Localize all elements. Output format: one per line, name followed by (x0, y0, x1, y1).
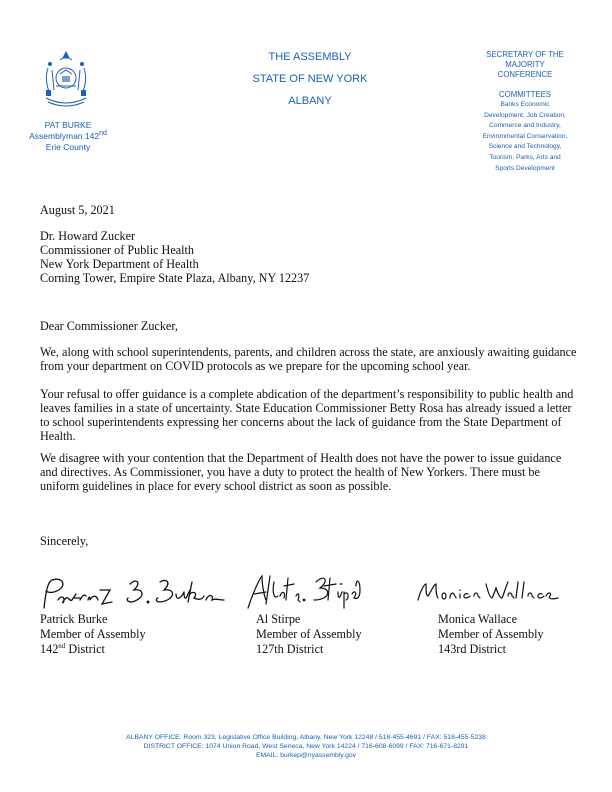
signature-patrick-burke (38, 570, 228, 614)
signer-district: 142nd District (40, 641, 105, 656)
signer-block-wallace (438, 612, 544, 657)
signer-name: Monica Wallace (438, 612, 517, 626)
committee-line: Environmental Conservation, (482, 132, 568, 140)
signature-monica-wallace (412, 570, 562, 614)
committee-line: Tourism, Parks, Arts and (489, 153, 561, 161)
committees-block (466, 50, 584, 174)
position-line-3: CONFERENCE (497, 70, 553, 79)
office-footer (60, 733, 552, 760)
closing: Sincerely, (40, 534, 89, 548)
signer-district: 127th District (256, 642, 324, 656)
salutation: Dear Commissioner Zucker, (40, 319, 178, 333)
committee-line: Commerce and Industry, (489, 122, 561, 130)
signer-role: Member of Assembly (438, 627, 544, 641)
assembly-line-3: ALBANY (288, 95, 332, 107)
assemblyman-identity (28, 120, 108, 153)
new-york-state-seal-icon (40, 50, 92, 112)
letter-date: August 5, 2021 (40, 203, 115, 217)
body-paragraph-3: We disagree with your contention that the Department of Health does not have the power to issue guidance and directives. As Commissioner, you have a duty to protect the health of New Yorkers. There must be uniform guidelines in place for every school district as soon as possible. (40, 451, 562, 493)
assembly-heading (230, 50, 390, 116)
committee-line: Development, Job Creation, (484, 111, 566, 119)
district-office-line: DISTRICT OFFICE: 1074 Union Road, West Seneca, New York 14224 / 716-608-6099 / FAX: 716-671-8291 (143, 743, 469, 750)
assemblyman-name: PAT BURKE (44, 120, 92, 130)
signer-role: Member of Assembly (40, 627, 146, 641)
albany-office-line: ALBANY OFFICE: Room 323, Legislative Office Building, Albany, New York 12248 / 518-455-4691 / FAX: 518-455-5238 (126, 734, 486, 741)
position-line-1: SECRETARY OF THE (486, 50, 564, 59)
recipient-line: New York Department of Health (40, 257, 199, 271)
committee-line: Sports Development (495, 164, 555, 172)
recipient-line: Dr. Howard Zucker (40, 229, 136, 243)
committee-line: Banks Economic (500, 101, 550, 108)
assembly-line-2: STATE OF NEW YORK (252, 73, 368, 85)
body-paragraph-2: Your refusal to offer guidance is a complete abdication of the department’s responsibility to public health and leaves families in a state of uncertainty. State Education Commissioner Betty Rosa has already issued a letter to school superintendents expressing her concerns about the lack of guidance from the State Department of Health. (40, 387, 574, 443)
signer-name: Al Stirpe (256, 612, 301, 626)
email-line: EMAIL: burkep@nyassembly.gov (255, 752, 357, 759)
body-paragraph-1: We, along with school superintendents, parents, and children across the state, are anxiously awaiting guidance from your department on COVID protocols as we prepare for the upcoming school year. (40, 345, 577, 373)
signer-name: Patrick Burke (40, 612, 108, 626)
recipient-address (40, 229, 309, 285)
recipient-line: Corning Tower, Empire State Plaza, Albany, NY 12237 (40, 271, 310, 285)
signer-role: Member of Assembly (256, 627, 362, 641)
committee-line: Science and Technology, (488, 143, 562, 151)
recipient-line: Commissioner of Public Health (40, 243, 195, 257)
signature-al-stirpe (244, 570, 364, 614)
signer-block-stirpe (256, 612, 362, 657)
committees-heading: COMMITTEES (499, 90, 551, 99)
assemblyman-county: Erie County (45, 142, 91, 152)
position-line-2: MAJORITY (505, 60, 545, 69)
signer-block-burke (40, 612, 146, 657)
signer-district: 143rd District (438, 642, 507, 656)
assemblyman-title: Assemblyman 142nd (29, 130, 107, 141)
assembly-line-1: THE ASSEMBLY (268, 51, 352, 63)
